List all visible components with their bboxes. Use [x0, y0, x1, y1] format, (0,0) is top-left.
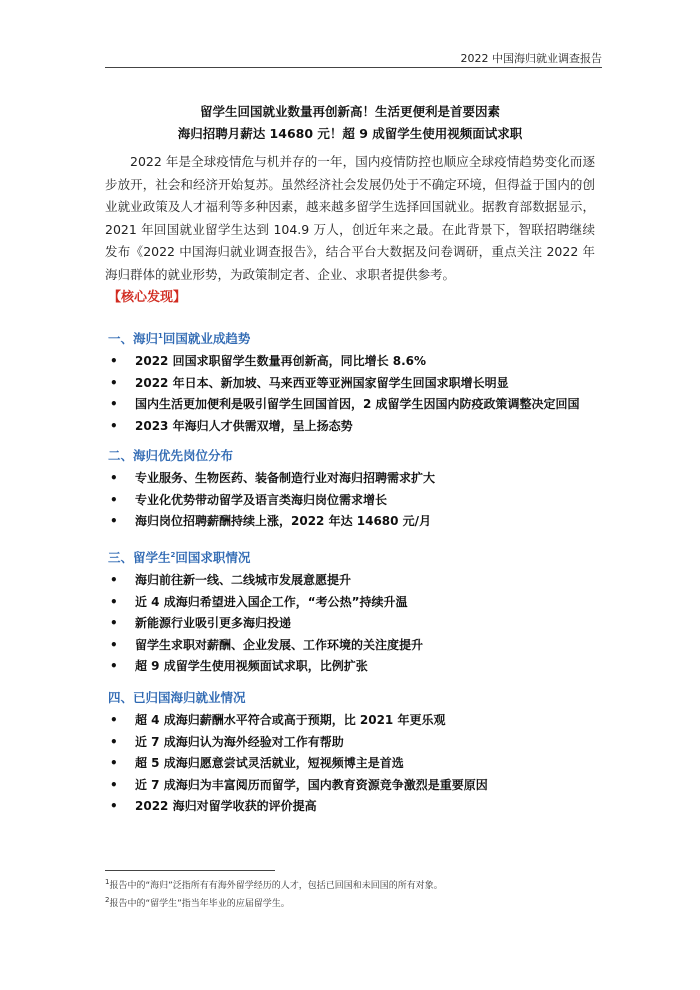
- bullet-dot: •: [110, 616, 118, 631]
- section-4-list: [108, 710, 608, 818]
- section-4-title-text: 四、已归国海归就业情况: [108, 690, 246, 705]
- list-item-text: 近 4 成海归希望进入国企工作，“考公热”持续升温: [135, 594, 408, 609]
- list-item: [108, 796, 608, 818]
- footnote-2: [105, 893, 443, 911]
- section-3-title-rest: 回国求职情况: [175, 550, 251, 566]
- section-1-title-text: 一、海归: [108, 331, 159, 347]
- section-1: [108, 325, 608, 437]
- list-item: [108, 373, 608, 395]
- bullet-dot: •: [110, 418, 118, 433]
- list-item-text: 超 4 成海归薪酬水平符合或高于预期，比 2021 年更乐观: [135, 713, 446, 727]
- bullet-dot: •: [110, 659, 118, 674]
- bullet-dot: •: [110, 734, 118, 749]
- section-1-list: [108, 351, 608, 437]
- section-4: [108, 687, 608, 818]
- list-item: [108, 511, 608, 533]
- section-2-list: [108, 468, 608, 533]
- bullet-dot: •: [110, 799, 118, 813]
- bullet-dot: •: [110, 713, 118, 727]
- list-item-text: 2022 回国求职留学生数量再创新高，同比增长 8.6%: [135, 354, 427, 369]
- list-item-text: 海归前往新一线、二线城市发展意愿提升: [135, 573, 352, 588]
- list-item: [108, 394, 608, 416]
- list-item: [108, 351, 608, 373]
- bullet-dot: •: [110, 777, 118, 792]
- list-item-text: 海归岗位招聘薪酬持续上涨，2022 年达 14680 元/月: [135, 514, 432, 528]
- bullet-dot: •: [110, 756, 118, 770]
- section-3-title: [108, 544, 608, 569]
- footnote-1-marker: 1: [105, 878, 110, 886]
- bullet-dot: •: [110, 637, 118, 652]
- header-divider: [105, 67, 602, 68]
- section-3-list: [108, 570, 608, 678]
- list-item-text: 国内生活更加便利是吸引留学生回国首因，2 成留学生因国内防疫政策调整决定回国: [135, 397, 580, 412]
- section-3: [108, 544, 608, 678]
- section-1-title: [108, 325, 608, 350]
- list-item: [108, 732, 608, 754]
- footnote-1: [105, 875, 443, 893]
- list-item-text: 专业服务、生物医药、装备制造行业对海归招聘需求扩大: [135, 471, 436, 485]
- section-2-title: [108, 445, 608, 467]
- headline-1: 留学生回国就业数量再创新高！生活更便利是首要因素: [199, 104, 500, 119]
- title-block: [100, 101, 600, 145]
- list-item-text: 新能源行业吸引更多海归投递: [135, 616, 292, 631]
- bullet-dot: •: [110, 514, 118, 528]
- intro-paragraph: [105, 151, 595, 286]
- section-3-title-text: 三、留学生: [108, 550, 171, 566]
- footnote-ref-2: 2: [170, 551, 176, 559]
- list-item: [108, 635, 608, 657]
- report-header-title: 2022 中国海归就业调查报告: [460, 52, 602, 65]
- list-item-text: 2022 海归对留学收获的评价提高: [135, 799, 317, 813]
- list-item: [108, 753, 608, 775]
- list-item: [108, 592, 608, 614]
- footnotes: [105, 875, 443, 911]
- bullet-dot: •: [110, 375, 118, 390]
- list-item: [108, 416, 608, 438]
- section-1-title-rest: 回国就业成趋势: [162, 331, 251, 347]
- list-item-text: 超 9 成留学生使用视频面试求职，比例扩张: [135, 659, 368, 674]
- list-item-text: 超 5 成海归愿意尝试灵活就业，短视频博主是首选: [135, 756, 404, 770]
- list-item-text: 2022 年日本、新加坡、马来西亚等亚洲国家留学生回国求职增长明显: [135, 375, 509, 390]
- list-item-text: 2023 年海归人才供需双增，呈上扬态势: [135, 418, 353, 433]
- footnote-divider: [105, 870, 275, 871]
- headline-2: 海归招聘月薪达 14680 元！超 9 成留学生使用视频面试求职: [177, 126, 523, 141]
- footnote-1-text: 报告中的“海归”泛指所有有海外留学经历的人才，包括已回国和未回国的所有对象。: [109, 881, 443, 891]
- intro-text: 2022 年是全球疫情危与机并存的一年，国内疫情防控也顺应全球疫情趋势变化而逐步放开，社会和经济开始复苏。虽然经济社会发展仍处于不确定环境，但得益于国内的创业就业政策及人才福利等多种因素，越来越多留学生选择回国就业。据教育部数据显示，2021 年回国就业留学生达到 104.9 万人，创近年来之最。在此背景下，智联招聘继续发布《2022 中国海归就业调查报告》，结合平台大数据及问卷调研，重点关注 2022 年海归群体的就业形势，为政策制定者、企业、求职者提供参考。: [105, 154, 595, 282]
- footnote-2-marker: 2: [105, 896, 110, 904]
- bullet-dot: •: [110, 354, 118, 369]
- list-item: [108, 468, 608, 490]
- core-findings-heading: 【核心发现】: [108, 290, 187, 305]
- bullet-dot: •: [110, 471, 118, 485]
- list-item: [108, 656, 608, 678]
- bullet-dot: •: [110, 573, 118, 588]
- section-2: [108, 445, 608, 533]
- list-item: [108, 710, 608, 732]
- section-4-title: [108, 687, 608, 709]
- bullet-dot: •: [110, 492, 118, 507]
- list-item: [108, 490, 608, 512]
- list-item: [108, 570, 608, 592]
- bullet-dot: •: [110, 397, 118, 412]
- bullet-dot: •: [110, 594, 118, 609]
- list-item-text: 专业化优势带动留学及语言类海归岗位需求增长: [135, 492, 388, 507]
- list-item: [108, 613, 608, 635]
- list-item-text: 近 7 成海归为丰富阅历而留学，国内教育资源竞争激烈是重要原因: [135, 777, 488, 792]
- list-item-text: 留学生求职对薪酬、企业发展、工作环境的关注度提升: [135, 637, 424, 652]
- footnote-ref-1: 1: [158, 332, 163, 340]
- section-2-title-text: 二、海归优先岗位分布: [108, 448, 234, 463]
- footnote-2-text: 报告中的“留学生”指当年毕业的应届留学生。: [109, 899, 290, 909]
- list-item: [108, 775, 608, 797]
- list-item-text: 近 7 成海归认为海外经验对工作有帮助: [135, 734, 344, 749]
